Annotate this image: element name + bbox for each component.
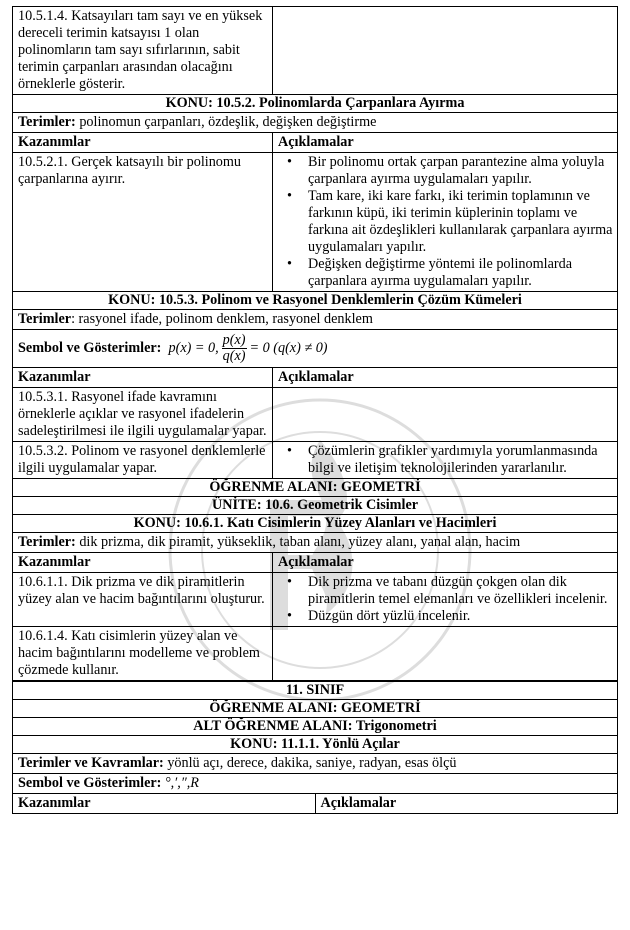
terms-label: Terimler: (18, 114, 76, 130)
table-row (13, 153, 618, 292)
symbols-cell (13, 330, 618, 368)
table-row (13, 133, 618, 153)
formula-part: p(x) = 0, (168, 339, 219, 356)
table-row (13, 736, 618, 754)
topic-heading: KONU: 11.1.1. Yönlü Açılar (13, 736, 618, 754)
table-row (13, 533, 618, 553)
explanation-cell (273, 442, 618, 479)
column-header-aciklamalar: Açıklamalar (273, 133, 618, 153)
learning-area-heading: ÖĞRENME ALANI: GEOMETRİ (13, 700, 618, 718)
list-item: • Dik prizma ve tabanı düzgün çokgen olan dik piramitlerin temel elemanları ve özellikleri incelenir. (308, 574, 613, 608)
table-row (13, 627, 618, 681)
explanation-list (278, 574, 613, 625)
table-row (13, 479, 618, 497)
topic-heading: KONU: 10.5.3. Polinom ve Rasyonel Denklemlerin Çözüm Kümeleri (13, 292, 618, 310)
unit-heading: ÜNİTE: 10.6. Geometrik Cisimler (13, 497, 618, 515)
table-row (13, 330, 618, 368)
curriculum-table-grade-11 (12, 681, 618, 814)
table-row (13, 113, 618, 133)
list-item: • Tam kare, iki kare farkı, iki terimin toplamının ve farkının küpü, iki terimin küplerinin toplamı ve farkına ait özdeşlikleri kullanılarak çarpanlara ayırma uygulamaları yapılır. (308, 188, 613, 256)
terms-text: dik prizma, dik piramit, yükseklik, taban alanı, yüzey alanı, yanal alan, hacim (75, 534, 521, 550)
table-row (13, 442, 618, 479)
explanation-cell (273, 7, 618, 95)
terms-label: Terimler ve Kavramlar: (18, 755, 164, 771)
list-item: • Düzgün dört yüzlü incelenir. (308, 608, 613, 625)
symbols-label: Sembol ve Gösterimler: (18, 339, 162, 356)
outcome-cell: 10.5.3.1. Rasyonel ifade kavramını örneklerle açıklar ve rasyonel ifadelerin sadeleştirilmesi ile ilgili uygulamalar yapar. (13, 388, 273, 442)
table-row (13, 368, 618, 388)
curriculum-table (12, 6, 618, 681)
list-item: • Değişken değiştirme yöntemi ile polinomlarda çarpanlara ayırma uygulamaları yapılır. (308, 256, 613, 290)
column-header-kazanimlar: Kazanımlar (13, 553, 273, 573)
table-row (13, 497, 618, 515)
terms-text: : rasyonel ifade, polinom denklem, rasyonel denklem (71, 311, 373, 327)
explanation-cell (273, 153, 618, 292)
table-row (13, 515, 618, 533)
learning-area-heading: ÖĞRENME ALANI: GEOMETRİ (13, 479, 618, 497)
column-header-aciklamalar: Açıklamalar (273, 368, 618, 388)
outcome-cell: 10.5.3.2. Polinom ve rasyonel denklemlerle ilgili uygulamalar yapar. (13, 442, 273, 479)
column-header-kazanimlar: Kazanımlar (13, 133, 273, 153)
fraction-denominator: q(x) (222, 348, 246, 364)
table-row (13, 700, 618, 718)
topic-heading: KONU: 10.5.2. Polinomlarda Çarpanlara Ayırma (13, 95, 618, 113)
table-row (13, 95, 618, 113)
explanation-list (278, 154, 613, 290)
column-header-aciklamalar: Açıklamalar (273, 553, 618, 573)
table-row (13, 388, 618, 442)
table-row (13, 7, 618, 95)
explanation-cell (273, 388, 618, 442)
table-row (13, 310, 618, 330)
terms-text: polinomun çarpanları, özdeşlik, değişken değiştirme (75, 114, 377, 130)
topic-heading: KONU: 10.6.1. Katı Cisimlerin Yüzey Alanları ve Hacimleri (13, 515, 618, 533)
grade-heading: 11. SINIF (13, 682, 618, 700)
table-row (13, 553, 618, 573)
outcome-cell: 10.5.2.1. Gerçek katsayılı bir polinomu çarpanlarına ayırır. (13, 153, 273, 292)
explanation-cell (273, 627, 618, 681)
list-item: • Bir polinomu ortak çarpan parantezine alma yoluyla çarpanlara ayırma uygulamaları yapılır. (308, 154, 613, 188)
table-row (13, 794, 618, 814)
terms-cell (13, 533, 618, 553)
table-row (13, 292, 618, 310)
symbols-cell (13, 774, 618, 794)
terms-cell (13, 754, 618, 774)
document-page (12, 6, 618, 814)
formula-rest: = 0 (q(x) ≠ 0) (249, 339, 328, 356)
fraction (222, 333, 247, 364)
symbols-text: °,′,″,R (161, 775, 199, 791)
sub-learning-area-heading: ALT ÖĞRENME ALANI: Trigonometri (13, 718, 618, 736)
outcome-cell: 10.6.1.1. Dik prizma ve dik piramitlerin yüzey alan ve hacim bağıntılarını oluşturur. (13, 573, 273, 627)
terms-label: Terimler (18, 311, 72, 327)
terms-cell (13, 310, 618, 330)
table-row (13, 682, 618, 700)
terms-label: Terimler: (18, 534, 76, 550)
terms-text: yönlü açı, derece, dakika, saniye, radyan, esas ölçü (163, 755, 457, 771)
column-header-kazanimlar: Kazanımlar (13, 794, 316, 814)
symbols-label: Sembol ve Gösterimler: (18, 775, 162, 791)
column-header-kazanimlar: Kazanımlar (13, 368, 273, 388)
outcome-cell: 10.5.1.4. Katsayıları tam sayı ve en yüksek dereceli terimin katsayısı 1 olan polinomların tam sayı sıfırlarının, sabit terimin çarpanları arasından olacağını örneklerle gösterir. (13, 7, 273, 95)
table-row (13, 754, 618, 774)
explanation-cell (273, 573, 618, 627)
list-item: • Çözümlerin grafikler yardımıyla yorumlanmasında bilgi ve iletişim teknolojilerinden yararlanılır. (308, 443, 613, 477)
table-row (13, 573, 618, 627)
terms-cell (13, 113, 618, 133)
table-row (13, 718, 618, 736)
fraction-numerator: p(x) (222, 332, 246, 348)
table-row (13, 774, 618, 794)
column-header-aciklamalar: Açıklamalar (315, 794, 618, 814)
explanation-list (278, 443, 613, 477)
outcome-cell: 10.6.1.4. Katı cisimlerin yüzey alan ve hacim bağıntılarını modelleme ve problem çözmede kullanır. (13, 627, 273, 681)
